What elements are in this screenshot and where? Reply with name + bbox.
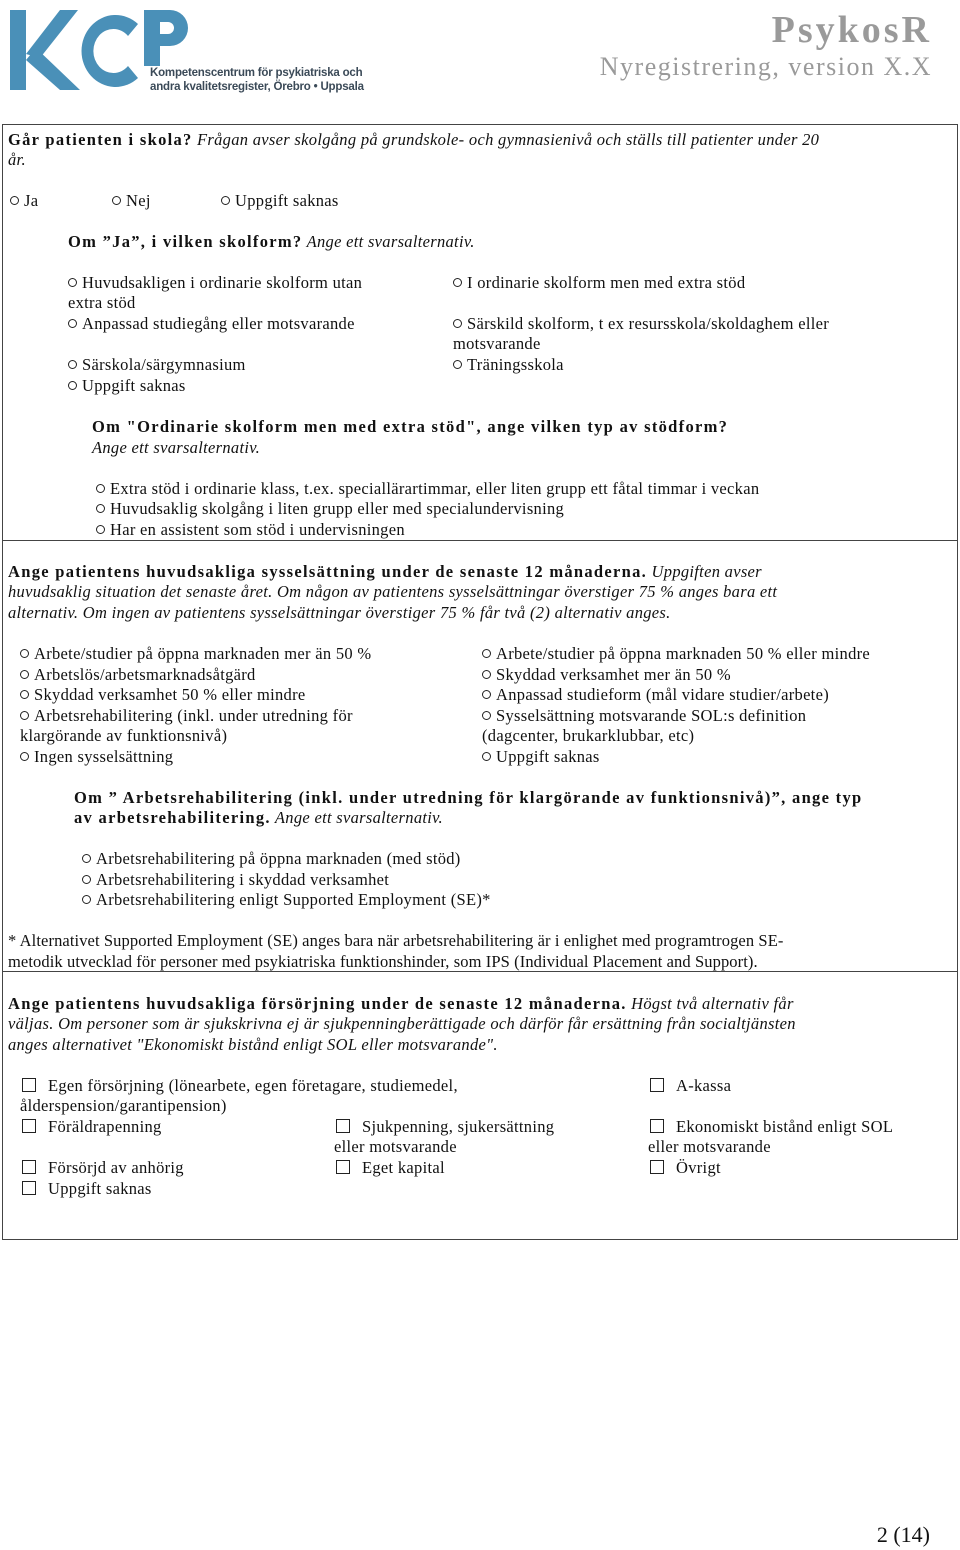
checkbox-icon [336, 1160, 350, 1174]
brand-title: PsykosR [771, 9, 932, 51]
radio-label: Arbetsrehabilitering i skyddad verksamhet [96, 870, 390, 889]
radio-circle-icon [20, 752, 29, 761]
radio-occ-ingen[interactable] [20, 747, 173, 768]
radio-circle-icon [96, 525, 105, 534]
school-question [8, 130, 819, 151]
radio-label: Särskild skolform, t ex resursskola/skoldaghem eller [467, 314, 830, 333]
radio-label: Sysselsättning motsvarande SOL:s definition [496, 706, 807, 725]
school-question-note-cont: år. [8, 150, 26, 169]
checkbox-label: Föräldrapenning [48, 1117, 162, 1136]
support-question-note: Ange ett svarsalternativ. [92, 438, 261, 457]
occupation-question [8, 562, 762, 583]
radio-circle-icon [68, 319, 77, 328]
radio-label: Arbetsrehabilitering på öppna marknaden (med stöd) [96, 849, 461, 868]
radio-label: Anpassad studieform (mål vidare studier/arbete) [496, 685, 829, 704]
radio-label: Har en assistent som stöd i undervisningen [110, 520, 405, 539]
radio-circle-icon [482, 752, 491, 761]
checkbox-ekonomiskt-bistand[interactable] [650, 1117, 893, 1138]
radio-circle-icon [221, 196, 230, 205]
checkbox-icon [22, 1078, 36, 1092]
school-form-question [68, 232, 475, 253]
checkbox-label-cont: eller motsvarande [648, 1137, 771, 1156]
rehab-question-note: Ange ett svarsalternativ. [270, 808, 443, 827]
radio-school-nej[interactable] [112, 191, 151, 212]
radio-rehab-oppna[interactable] [82, 849, 461, 870]
page-number: 2 (14) [876, 1522, 930, 1547]
radio-circle-icon [453, 319, 462, 328]
radio-circle-icon [10, 196, 19, 205]
radio-occ-arbetslos[interactable] [20, 665, 256, 686]
radio-label: Ja [24, 191, 39, 210]
occupation-question-note-2: huvudsaklig situation det senaste året. Om någon av patientens sysselsättningar överstiger 75 % anges bara ett [8, 582, 778, 601]
checkbox-icon [22, 1160, 36, 1174]
income-question-bold: Ange patientens huvudsakliga försörjning under de senaste 12 månaderna. [8, 994, 627, 1013]
checkbox-label-cont: eller motsvarande [334, 1137, 457, 1156]
radio-form-uppgift-saknas[interactable] [68, 376, 186, 397]
radio-label: Träningsskola [467, 355, 564, 374]
radio-label: Huvudsaklig skolgång i liten grupp eller med specialundervisning [110, 499, 565, 518]
radio-form-ordinarie-utan-stod[interactable] [68, 273, 362, 294]
radio-circle-icon [82, 854, 91, 863]
checkbox-label: Egen försörjning (lönearbete, egen företagare, studiemedel, [48, 1076, 458, 1095]
radio-support-liten-grupp[interactable] [96, 499, 564, 520]
radio-label: Extra stöd i ordinarie klass, t.ex. speciallärartimmar, eller liten grupp ett fåtal timmar i veckan [110, 479, 760, 498]
occupation-question-bold: Ange patientens huvudsakliga sysselsättning under de senaste 12 månaderna. [8, 562, 648, 581]
checkbox-foraldrapenning[interactable] [22, 1117, 162, 1138]
school-form-question-bold: Om ”Ja”, i vilken skolform? [68, 232, 303, 251]
radio-label: I ordinarie skolform men med extra stöd [467, 273, 746, 292]
radio-occ-oppna-mer-50[interactable] [20, 644, 371, 665]
checkbox-a-kassa[interactable] [650, 1076, 731, 1097]
checkbox-ovrigt[interactable] [650, 1158, 721, 1179]
brand-subtitle: Nyregistrering, version X.X [599, 52, 932, 81]
radio-label: Arbetslös/arbetsmarknadsåtgärd [34, 665, 256, 684]
radio-label: Arbete/studier på öppna marknaden mer än 50 % [34, 644, 372, 663]
checkbox-label: Eget kapital [362, 1158, 445, 1177]
radio-support-extra-stod[interactable] [96, 479, 759, 500]
radio-label: Uppgift saknas [496, 747, 600, 766]
radio-occ-skyddad-50-mindre[interactable] [20, 685, 306, 706]
checkbox-icon [22, 1119, 36, 1133]
radio-rehab-se[interactable] [82, 890, 491, 911]
checkbox-sjukpenning[interactable] [336, 1117, 554, 1138]
checkbox-label: Uppgift saknas [48, 1179, 152, 1198]
radio-circle-icon [96, 504, 105, 513]
radio-circle-icon [20, 711, 29, 720]
radio-circle-icon [96, 484, 105, 493]
radio-label-cont: (dagcenter, brukarklubbar, etc) [482, 726, 695, 745]
radio-label: Anpassad studiegång eller motsvarande [82, 314, 355, 333]
rehab-question: Om ” Arbetsrehabilitering (inkl. under utredning för klargörande av funktionsnivå)”, ange typ [74, 788, 863, 807]
checkbox-forsorjd-av-anhorig[interactable] [22, 1158, 184, 1179]
school-question-bold: Går patienten i skola? [8, 130, 193, 149]
logo-tagline [150, 66, 364, 94]
radio-circle-icon [20, 649, 29, 658]
checkbox-label: Övrigt [676, 1158, 721, 1177]
radio-occ-anpassad-studieform[interactable] [482, 685, 829, 706]
support-question: Om "Ordinarie skolform men med extra stöd", ange vilken typ av stödform? [92, 417, 729, 436]
checkbox-label: Ekonomiskt bistånd enligt SOL [676, 1117, 894, 1136]
income-question-note-3: anges alternativet "Ekonomiskt bistånd enligt SOL eller motsvarande". [8, 1035, 498, 1054]
radio-circle-icon [453, 360, 462, 369]
occupation-question-note: Uppgiften avser [647, 562, 762, 581]
checkbox-eget-kapital[interactable] [336, 1158, 445, 1179]
radio-circle-icon [482, 690, 491, 699]
radio-support-assistent[interactable] [96, 520, 405, 541]
checkbox-icon [22, 1181, 36, 1195]
school-form-question-note: Ange ett svarsalternativ. [302, 232, 475, 251]
radio-school-ja[interactable] [10, 191, 38, 212]
radio-circle-icon [68, 381, 77, 390]
radio-occ-skyddad-mer-50[interactable] [482, 665, 731, 686]
radio-circle-icon [453, 278, 462, 287]
checkbox-label: Försörjd av anhörig [48, 1158, 184, 1177]
radio-occ-arbetsrehabilitering[interactable] [20, 706, 353, 727]
checkbox-uppgift-saknas[interactable] [22, 1179, 152, 1200]
logo-tagline-line-2: andra kvalitetsregister, Örebro • Uppsala [150, 81, 364, 93]
radio-label-cont: motsvarande [453, 334, 541, 353]
radio-form-ordinarie-med-stod[interactable] [453, 273, 745, 294]
radio-form-sarskild-skolform[interactable] [453, 314, 829, 335]
radio-form-traningsskola[interactable] [453, 355, 564, 376]
radio-occ-uppgift-saknas[interactable] [482, 747, 600, 768]
radio-circle-icon [482, 649, 491, 658]
radio-form-sarskola[interactable] [68, 355, 246, 376]
radio-label: Ingen sysselsättning [34, 747, 174, 766]
income-question-note: Högst två alternativ får [626, 994, 794, 1013]
radio-circle-icon [68, 360, 77, 369]
footnote: * Alternativet Supported Employment (SE) anges bara när arbetsrehabilitering är i enlighet med programtrogen SE- [8, 931, 784, 950]
radio-label-cont: klargörande av funktionsnivå) [20, 726, 228, 745]
school-question-note: Frågan avser skolgång på grundskole- och gymnasienivå och ställs till patienter under 20 [192, 130, 820, 149]
occupation-question-note-3: alternativ. Om ingen av patientens sysselsättningar överstiger 75 % får två (2) alternativ anges. [8, 603, 671, 622]
radio-circle-icon [82, 895, 91, 904]
radio-label: Skyddad verksamhet mer än 50 % [496, 665, 731, 684]
checkbox-label: Sjukpenning, sjukersättning [362, 1117, 555, 1136]
rehab-question-bold: av arbetsrehabilitering. [74, 808, 271, 827]
radio-label: Särskola/särgymnasium [82, 355, 246, 374]
radio-rehab-skyddad[interactable] [82, 870, 389, 891]
checkbox-icon [336, 1119, 350, 1133]
radio-occ-oppna-50-mindre[interactable] [482, 644, 870, 665]
checkbox-icon [650, 1119, 664, 1133]
radio-label: Uppgift saknas [235, 191, 339, 210]
radio-circle-icon [112, 196, 121, 205]
radio-label: Skyddad verksamhet 50 % eller mindre [34, 685, 306, 704]
checkbox-egen-forsorjning[interactable] [22, 1076, 458, 1097]
checkbox-icon [650, 1160, 664, 1174]
radio-circle-icon [82, 875, 91, 884]
checkbox-icon [650, 1078, 664, 1092]
radio-label: Uppgift saknas [82, 376, 186, 395]
brand-header [600, 8, 932, 82]
radio-label-cont: extra stöd [68, 293, 136, 312]
radio-circle-icon [20, 690, 29, 699]
radio-circle-icon [482, 670, 491, 679]
income-question [8, 994, 794, 1015]
income-question-note-2: väljas. Om personer som är sjukskrivna ej är sjukpenningberättigade och därför får ersättning från socialtjänsten [8, 1014, 796, 1033]
checkbox-label-cont: ålderspension/garantipension) [20, 1096, 227, 1115]
radio-label: Arbetsrehabilitering enligt Supported Employment (SE)* [96, 890, 491, 909]
radio-circle-icon [482, 711, 491, 720]
radio-label: Huvudsakligen i ordinarie skolform utan [82, 273, 363, 292]
radio-label: Arbetsrehabilitering (inkl. under utredning för [34, 706, 353, 725]
radio-school-uppgift-saknas[interactable] [221, 191, 339, 212]
radio-circle-icon [20, 670, 29, 679]
radio-label: Nej [126, 191, 151, 210]
radio-occ-sol[interactable] [482, 706, 806, 727]
footnote-cont: metodik utvecklad för personer med psykiatriska funktionshinder, som IPS (Individual Placement and Support). [8, 952, 758, 971]
rehab-question-2 [74, 808, 443, 829]
logo-tagline-line-1: Kompetenscentrum för psykiatriska och [150, 67, 363, 79]
radio-label: Arbete/studier på öppna marknaden 50 % eller mindre [496, 644, 871, 663]
radio-form-anpassad-studiegang[interactable] [68, 314, 355, 335]
checkbox-label: A-kassa [676, 1076, 732, 1095]
radio-circle-icon [68, 278, 77, 287]
